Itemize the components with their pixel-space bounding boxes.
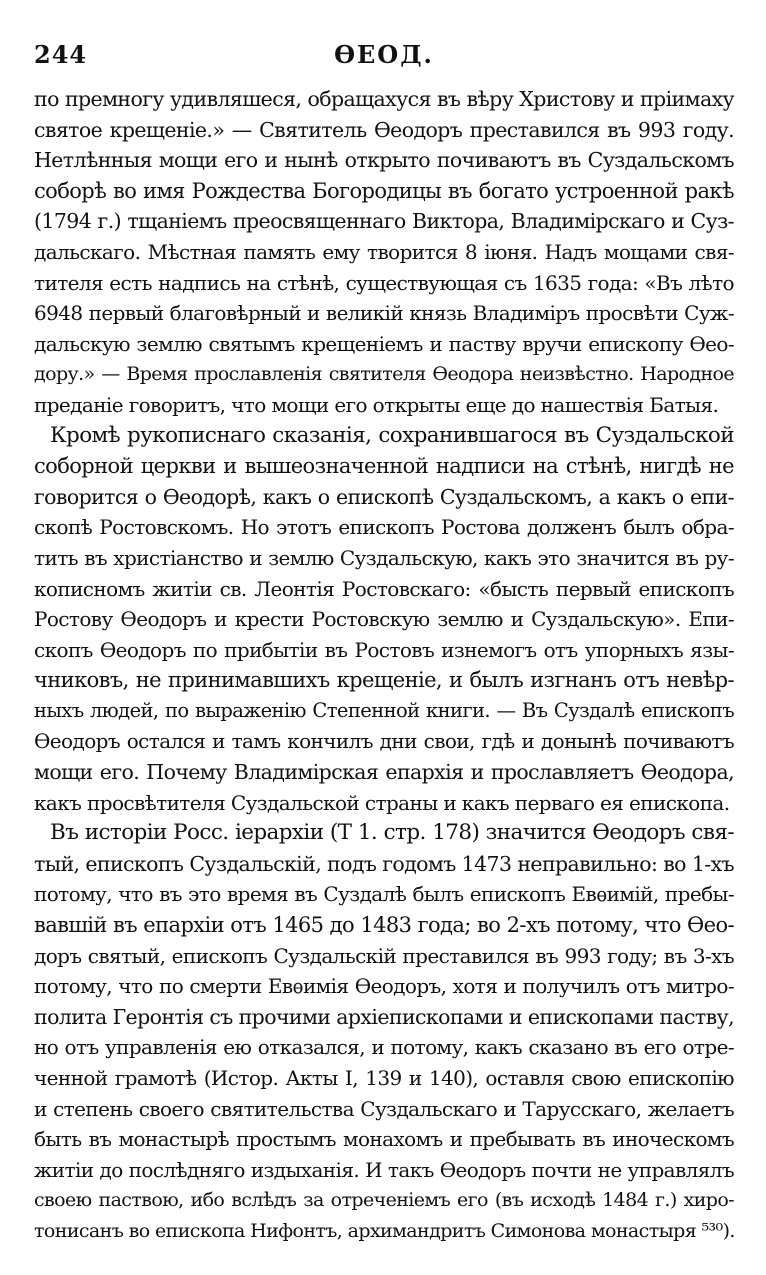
page-number: 244	[34, 40, 88, 69]
text-line: Въ исторiи Росс. iерархiи (Т 1. стр. 178) значится Ѳеодоръ свя-	[50, 820, 734, 846]
text-line: кописномъ житiи св. Леонтiя Ростовскаго: «бысть первый епископъ	[34, 576, 734, 601]
text-line: скопѣ Ростовскомъ. Но этотъ епископъ Ростова долженъ былъ обра-	[34, 515, 734, 540]
text-line: преданiе говоритъ, что мощи его открыты еще до нашествiя Батыя.	[34, 392, 719, 417]
text-line: Нетлѣнныя мощи его и нынѣ открыто почиваютъ въ Суздальскомъ	[34, 148, 734, 173]
text-line: полита Геронтiя съ прочими архiепископами и епископами паству,	[34, 1004, 734, 1029]
text-line: тить въ христiанство и землю Суздальскую, какъ это значится въ ру-	[34, 545, 734, 570]
text-line: ныхъ людей, по выраженiю Степенной книги. — Въ Суздалѣ епископъ	[34, 698, 734, 722]
text-line: потому, что по смерти Евѳимiя Ѳеодоръ, хотя и получилъ отъ митро-	[34, 974, 734, 999]
text-line: по премногу удивляшеся, обращахуся въ вѣру Христову и прiимаху	[34, 87, 734, 111]
text-line: Кромѣ рукописнаго сказанiя, сохранившагося въ Суздальской	[50, 422, 734, 448]
text-line: Ѳеодоръ остался и тамъ кончилъ дни свои, гдѣ и донынѣ почиваютъ	[34, 729, 734, 754]
text-line: дальскаго. Мѣстная память ему творится 8 iюня. Надъ мощами свя-	[34, 239, 734, 264]
text-line: житiи до послѣдняго издыханiя. И такъ Ѳеодоръ почти не управлялъ	[34, 1157, 734, 1182]
text-line: вавшiй въ епархiи отъ 1465 до 1483 года; во 2-хъ потому, что Ѳео-	[34, 913, 734, 938]
text-line: тонисанъ во епископа Нифонтъ, архимандритъ Симонова монастыря ⁵³⁰).	[34, 1219, 735, 1242]
text-line: мощи его. Почему Владимiрская епархiя и прославляетъ Ѳеодора,	[34, 760, 734, 785]
text-line: святое крещенiе.» — Святитель Ѳеодоръ преставился въ 993 году.	[34, 117, 734, 142]
text-line: говорится о Ѳеодорѣ, какъ о епископѣ Суздальскомъ, а какъ о епи-	[34, 484, 734, 509]
text-line: соборѣ во имя Рождества Богородицы въ богато устроенной ракѣ	[34, 178, 734, 203]
text-line: и степень своего святительства Суздальскаго и Тарусскаго, желаетъ	[34, 1096, 734, 1121]
paragraph	[34, 421, 734, 819]
text-line: но отъ управленiя ею отказался, и потому, какъ сказано въ его отре-	[34, 1035, 734, 1060]
text-line: быть въ монастырѣ простымъ монахомъ и пребывать въ иноческомъ	[34, 1127, 734, 1152]
running-head: ѲЕОД.	[334, 40, 434, 69]
text-line: тителя есть надпись на стѣнѣ, существующая съ 1635 года: «Въ лѣто	[34, 270, 734, 295]
paragraph	[34, 818, 734, 1246]
text-line: доръ святый, епископъ Суздальскiй преставился въ 993 году; въ 3-хъ	[34, 943, 734, 968]
text-line: соборной церкви и вышеозначенной надписи на стѣнѣ, нигдѣ не	[34, 454, 734, 479]
text-line: дальскую землю святымъ крещенiемъ и паству вручи епископу Ѳео-	[34, 331, 734, 356]
text-line: какъ просвѣтителя Суздальской страны и какъ перваго ея епископа.	[34, 790, 730, 815]
text-line: (1794 г.) тщанiемъ преосвященнаго Виктора, Владимiрскаго и Суз-	[34, 209, 734, 234]
text-line: скопъ Ѳеодоръ по прибытiи въ Ростовъ изнемогъ отъ упорныхъ язы-	[34, 637, 734, 662]
text-line: потому, что въ это время въ Суздалѣ былъ епископъ Евѳимiй, пребы-	[34, 882, 734, 907]
book-page	[34, 40, 734, 1247]
text-line: тый, епископъ Суздальскiй, подъ годомъ 1473 неправильно: во 1-хъ	[34, 851, 734, 876]
page-header	[34, 40, 734, 84]
body-text	[34, 84, 734, 1247]
text-line: ченной грамотѣ (Истор. Акты I, 139 и 140), оставля свою епископiю	[34, 1066, 734, 1090]
text-line: дору.» — Время прославленiя святителя Ѳеодора неизвѣстно. Народное	[34, 363, 734, 386]
text-line: 6948 первый благовѣрный и великiй князь Владимiръ просвѣти Суж-	[34, 301, 734, 326]
text-line: чниковъ, не принимавшихъ крещенiе, и былъ изгнанъ отъ невѣр-	[34, 668, 734, 693]
text-line: своею паствою, ибо вслѣдъ за отреченiемъ его (въ исходѣ 1484 г.) хиро-	[34, 1189, 734, 1212]
paragraph	[34, 84, 734, 421]
text-line: Ростову Ѳеодоръ и крести Ростовскую землю и Суздальскую». Епи-	[34, 607, 734, 632]
